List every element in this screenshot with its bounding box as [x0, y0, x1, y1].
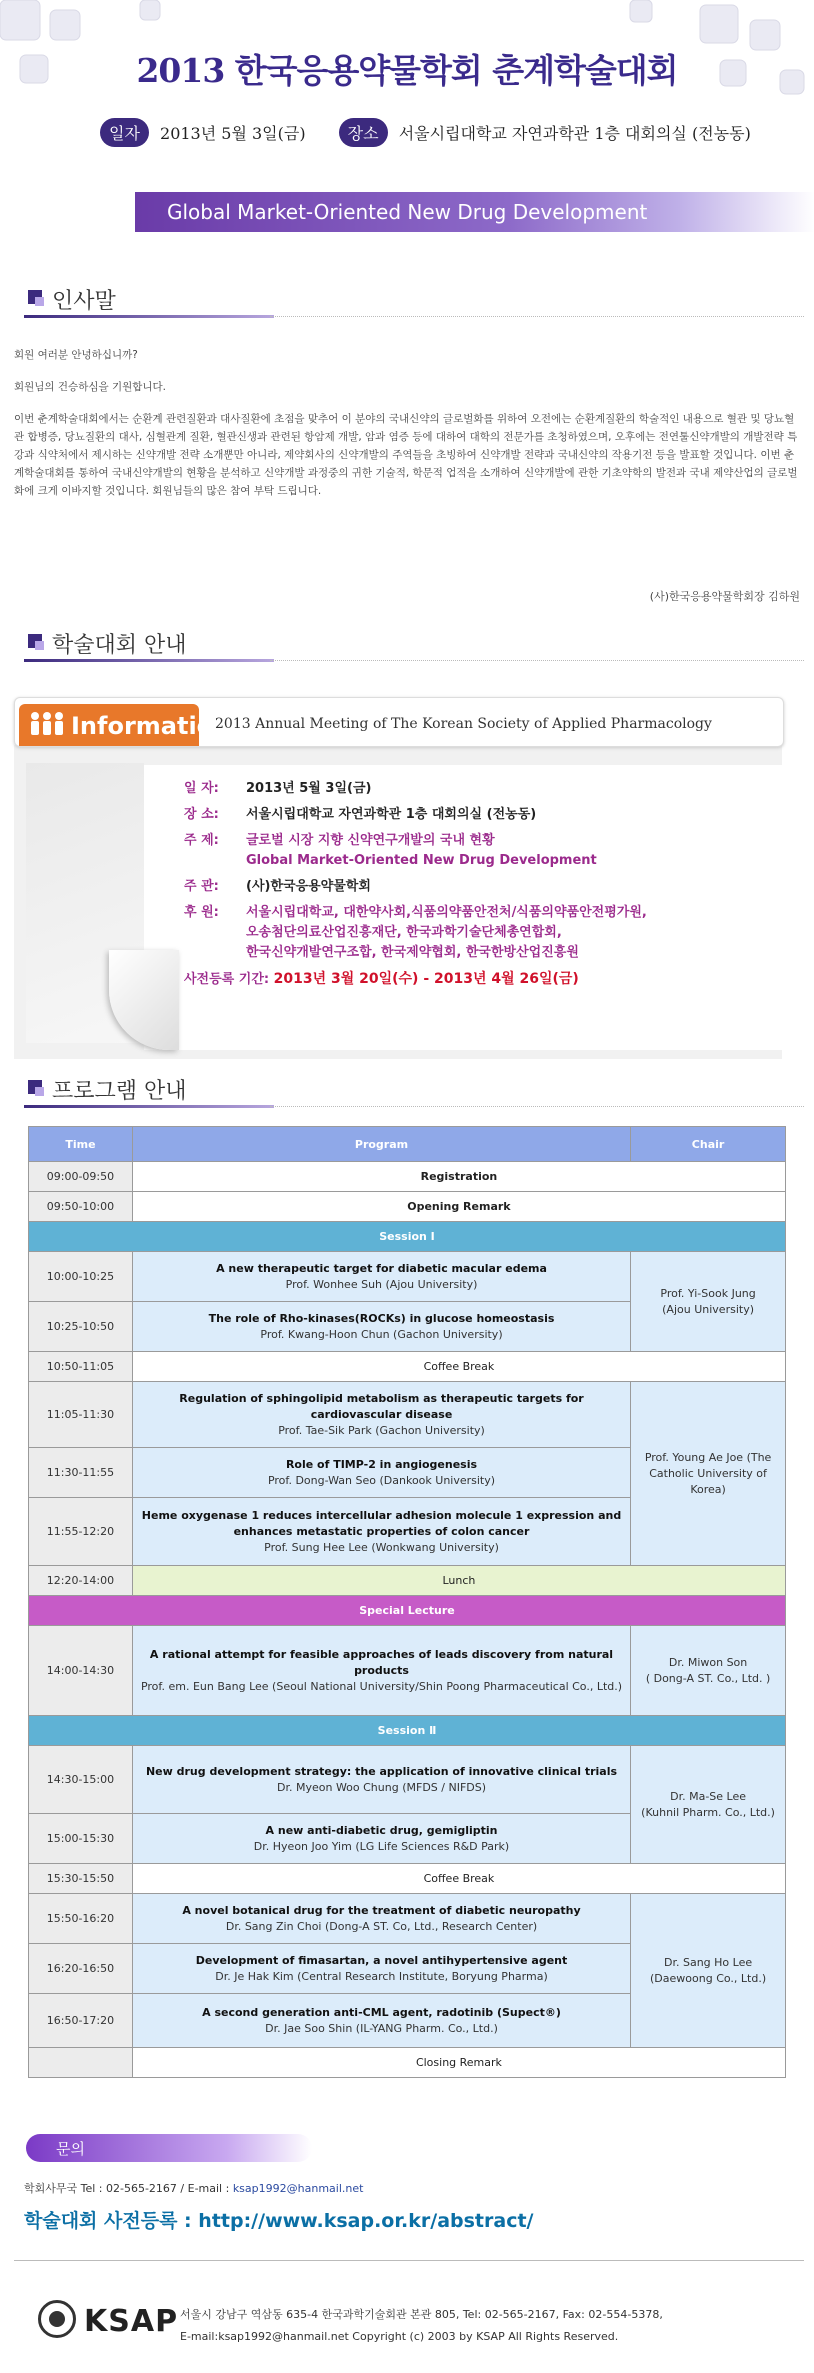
- table-row: 14:00-14:30 A rational attempt for feasible approaches of leads discovery from natural products Prof. em. Eun Bang Lee (Seoul National University/Shin Poong Pharmaceutical Co., Ltd.) Dr. Miwon Son ( Dong-A ST. Co., Ltd. ): [29, 1626, 786, 1716]
- session-row: Session Ⅱ: [29, 1716, 786, 1746]
- table-row: Closing Remark: [29, 2048, 786, 2078]
- divider: [270, 316, 804, 317]
- info-subtitle: 2013 Annual Meeting of The Korean Society of Applied Pharmacology: [215, 716, 712, 732]
- theme-banner: Global Market-Oriented New Drug Development: [135, 192, 814, 232]
- table-row: 16:50-17:20 A second generation anti-CML agent, radotinib (Supect®) Dr. Jae Soo Shin (IL-YANG Pharm. Co., Ltd.): [29, 1994, 786, 2048]
- ksap-logo-icon: [38, 2300, 76, 2338]
- info-row-theme: 주 제: 글로벌 시장 지향 신약연구개발의 국내 현황 Global Market-Oriented New Drug Development: [184, 833, 597, 868]
- divider: [14, 2260, 804, 2261]
- table-row: 16:20-16:50 Development of fimasartan, a novel antihypertensive agent Dr. Je Hak Kim (Central Research Institute, Boryung Pharma): [29, 1944, 786, 1994]
- header: [0, 0, 814, 250]
- registration-period: 사전등록 기간: 2013년 3월 20일(수) - 2013년 4월 26일(금): [184, 971, 579, 987]
- program-table: [28, 1126, 786, 2078]
- info-details: [184, 779, 647, 990]
- signature: (사)한국응용약물학회장 김하원: [649, 590, 800, 603]
- table-row: 10:25-10:50 The role of Rho-kinases(ROCKs) in glucose homeostasis Prof. Kwang-Hoon Chun (Gachon University): [29, 1302, 786, 1352]
- greeting-text: 회원 여러분 안녕하십니까? 회원님의 건승하심을 기원합니다. 이번 춘계학술대회에서는 순환계 관련질환과 대사질환에 초점을 맞추어 이 분야의 국내신약의 글로벌화를 위하여 오전에는 순환계질환의 학술적인 내용으로 혈관 및 당뇨혈관 합병증, 당뇨질환의 대사, 심혈관계 질환, 혈관신생과 관련된 항암제 개발, 암과 염증 등에 대하여 대학의 전문가를 초청하였으며, 오후에는 전연툴신약개발의 개발전략 특강과 식약처에서 제시하는 신약개발 전략 소개뿐만 아니라, 제약회사의 신약개발의 주역들을 초빙하여 신약개발 전략과 국내신약의 작용기전 등을 발표할 것입니다. 이번 춘계학술대회를 통하여 국내신약개발의 현황을 분석하고 신약개발 과정중의 귀한 기술적, 학문적 업적을 소개하여 신약개발에 관한 기초약학의 발전과 국내 제약산업의 글로벌화에 크게 이바지할 것입니다. 회원님들의 많은 참여 부탁 드립니다.: [14, 349, 798, 497]
- info-row-place: 장 소: 서울시립대학교 자연과학관 1층 대회의실 (전농동): [184, 807, 537, 822]
- info-heading: 학술대회 안내: [24, 628, 274, 662]
- program-heading: 프로그램 안내: [24, 1074, 274, 1108]
- information-tab: Information: [19, 704, 199, 746]
- information-box: [14, 697, 782, 1059]
- session-row: Special Lecture: [29, 1596, 786, 1626]
- table-row: 09:50-10:00 Opening Remark: [29, 1192, 786, 1222]
- table-row: 11:05-11:30 Regulation of sphingolipid metabolism as therapeutic targets for cardiovascular disease Prof. Tae-Sik Park (Gachon University) Prof. Young Ae Joe (The Catholic University of Korea): [29, 1382, 786, 1448]
- place-label-badge: 장소: [339, 118, 388, 147]
- table-row: 10:50-11:05 Coffee Break: [29, 1352, 786, 1382]
- divider: [270, 1106, 804, 1107]
- table-header-row: Time Program Chair: [29, 1127, 786, 1162]
- event-summary: [100, 118, 780, 152]
- page-title: 2013 한국응용약물학회 춘계학술대회: [136, 51, 678, 90]
- preregistration: 학술대회 사전등록 : http://www.ksap.or.kr/abstract/: [24, 2210, 534, 2232]
- table-row: 14:30-15:00 New drug development strategy: the application of innovative clinical trials Dr. Myeon Woo Chung (MFDS / NIFDS) Dr. Ma-Se Lee (Kuhnil Pharm. Co., Ltd.): [29, 1746, 786, 1814]
- date-value: 2013년 5월 3일(금): [160, 124, 306, 143]
- date-label-badge: 일자: [100, 118, 149, 147]
- table-row: 09:00-09:50 Registration: [29, 1162, 786, 1192]
- footer-address: 서울시 강남구 역삼동 635-4 한국과학기술회관 본관 805, Tel: 02-565-2167, Fax: 02-554-5378, E-mail:ksap1992@hanmail.net Copyright (c) 2003 by KSAP All Rights Reserved.: [180, 2308, 663, 2343]
- table-row: 15:30-15:50 Coffee Break: [29, 1864, 786, 1894]
- people-icon: [27, 710, 67, 738]
- place-item: [339, 118, 751, 147]
- info-row-host: 주 관: (사)한국응용약물학회: [184, 879, 371, 894]
- preregistration-link[interactable]: http://www.ksap.or.kr/abstract/: [198, 2210, 534, 2232]
- table-row: 15:50-16:20 A novel botanical drug for the treatment of diabetic neuropathy Dr. Sang Zin Choi (Dong-A ST. Co, Ltd., Research Center) Dr. Sang Ho Lee (Daewoong Co., Ltd.): [29, 1894, 786, 1944]
- session-row: Session Ⅰ: [29, 1222, 786, 1252]
- table-row: 11:55-12:20 Heme oxygenase 1 reduces intercellular adhesion molecule 1 expression and enhances metastatic properties of colon cancer Prof. Sung Hee Lee (Wonkwang University): [29, 1498, 786, 1566]
- divider: [270, 660, 804, 661]
- place-value: 서울시립대학교 자연과학관 1층 대회의실 (전농동): [398, 124, 751, 143]
- contact-email-link[interactable]: ksap1992@hanmail.net: [232, 2182, 364, 2195]
- table-row: 15:00-15:30 A new anti-diabetic drug, gemigliptin Dr. Hyeon Joo Yim (LG Life Sciences R&D Park): [29, 1814, 786, 1864]
- greeting-heading: 인사말: [24, 284, 274, 318]
- date-item: [100, 118, 306, 147]
- table-row: 10:00-10:25 A new therapeutic target for diabetic macular edema Prof. Wonhee Suh (Ajou University) Prof. Yi-Sook Jung (Ajou University): [29, 1252, 786, 1302]
- info-row-date: 일 자: 2013년 5월 3일(금): [184, 781, 372, 796]
- table-row: 11:30-11:55 Role of TIMP-2 in angiogenesis Prof. Dong-Wan Seo (Dankook University): [29, 1448, 786, 1498]
- contact-info: 학회사무국 Tel : 02-565-2167 / E-mail : ksap1992@hanmail.net: [24, 2182, 364, 2195]
- info-row-sponsors: 후 원: 서울시립대학교, 대한약사회,식품의약품안전처/식품의약품안전평가원, 오송첨단의료산업진흥재단, 한국과학기술단체총연합회, 한국신약개발연구조합, 한국제약협회, 한국한방산업진흥원: [184, 905, 647, 960]
- contact-heading: 문의: [26, 2134, 312, 2162]
- logo-text: KSAP: [84, 2304, 179, 2339]
- table-row: 12:20-14:00 Lunch: [29, 1566, 786, 1596]
